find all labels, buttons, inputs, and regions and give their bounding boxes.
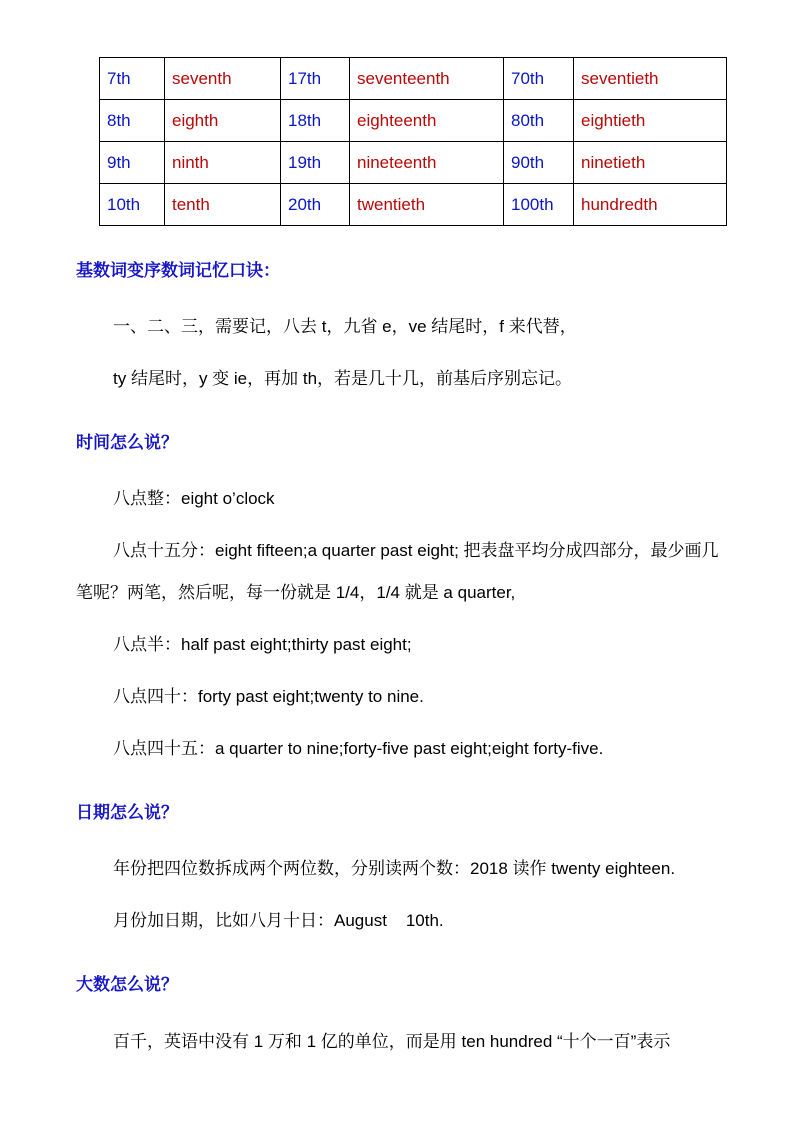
table-cell: 80th xyxy=(504,100,574,142)
table-cell: seventh xyxy=(165,58,281,100)
table-cell: 10th xyxy=(100,184,165,226)
table-cell: 9th xyxy=(100,142,165,184)
section-heading-time: 时间怎么说？ xyxy=(76,433,178,453)
mnemonic-line-2: ty 结尾时，y 变 ie，再加 th，若是几十几，前基后序别忘记。 xyxy=(113,369,573,388)
table-cell: hundredth xyxy=(574,184,727,226)
table-cell: 90th xyxy=(504,142,574,184)
table-cell: ninth xyxy=(165,142,281,184)
table-cell: seventieth xyxy=(574,58,727,100)
section-heading-big-numbers: 大数怎么说？ xyxy=(76,975,178,995)
table-cell: 17th xyxy=(281,58,350,100)
table-cell: 7th xyxy=(100,58,165,100)
table-cell: tenth xyxy=(165,184,281,226)
table-cell: 19th xyxy=(281,142,350,184)
table-cell: 70th xyxy=(504,58,574,100)
mnemonic-line-1: 一、二、三，需要记，八去 t，九省 e，ve 结尾时，f 来代替， xyxy=(113,317,577,336)
table-cell: twentieth xyxy=(350,184,504,226)
time-line-forty-five: 八点四十五：a quarter to nine;forty-five past eight;eight forty-five. xyxy=(113,739,604,758)
time-line-half-past: 八点半：half past eight;thirty past eight; xyxy=(113,635,412,654)
date-line-month-day: 月份加日期，比如八月十日：August 10th. xyxy=(113,911,444,930)
table-cell: 20th xyxy=(281,184,350,226)
table-cell: nineteenth xyxy=(350,142,504,184)
table-cell: ninetieth xyxy=(574,142,727,184)
time-line-quarter-past: 八点十五分：eight fifteen;a quarter past eight; 把表盘平均分成四部分，最少画几笔呢？两笔，然后呢，每一份就是 1/4，1/4 就是 a quarter, xyxy=(76,541,719,602)
table-cell: eightieth xyxy=(574,100,727,142)
table-row xyxy=(100,142,727,184)
table-cell: eighth xyxy=(165,100,281,142)
table-row xyxy=(100,184,727,226)
time-line-oclock: 八点整：eight o’clock xyxy=(113,489,275,508)
table-cell: 18th xyxy=(281,100,350,142)
table-cell: 100th xyxy=(504,184,574,226)
time-line-forty: 八点四十：forty past eight;twenty to nine. xyxy=(113,687,424,706)
table-cell: seventeenth xyxy=(350,58,504,100)
big-numbers-line: 百千，英语中没有 1 万和 1 亿的单位，而是用 ten hundred “十个一百”表示 xyxy=(113,1032,671,1051)
table-row xyxy=(100,100,727,142)
table-cell: eighteenth xyxy=(350,100,504,142)
table-row xyxy=(100,58,727,100)
section-heading-mnemonic: 基数词变序数词记忆口诀： xyxy=(76,261,280,281)
section-heading-date: 日期怎么说？ xyxy=(76,803,178,823)
table-cell: 8th xyxy=(100,100,165,142)
ordinal-table xyxy=(99,57,727,226)
date-line-year: 年份把四位数拆成两个两位数，分别读两个数：2018 读作 twenty eighteen. xyxy=(113,859,676,878)
